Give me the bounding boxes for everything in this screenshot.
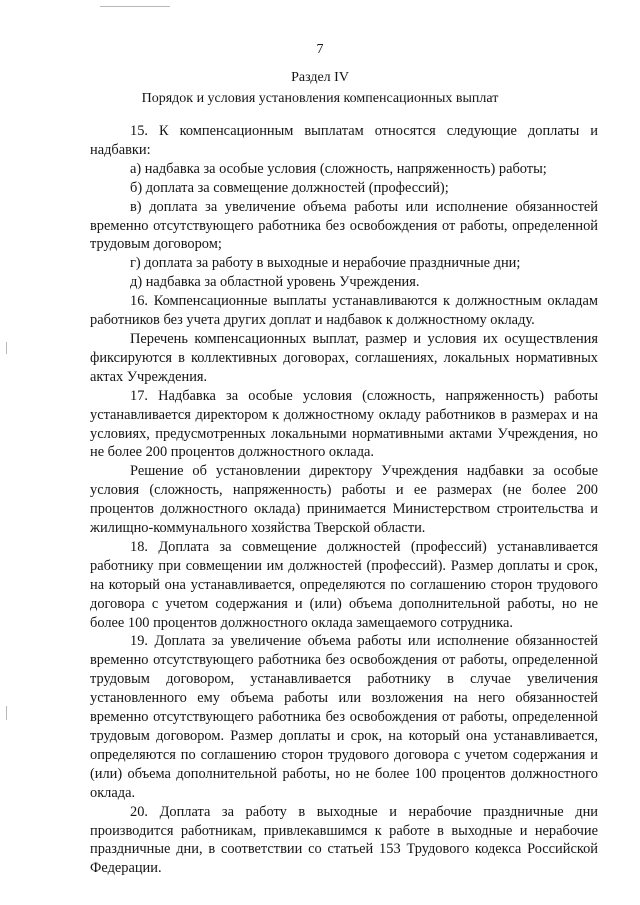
paragraph-19: 19. Доплата за увеличение объема работы или исполнение обязанностей временно отсутствующего работника без освобождения от работы, определенной трудовым договором, устанавливается работнику в случае увеличения установленного ему объема работы или возложения на него обязанностей временно отсутствующего работника без освобождения от работы, определенной трудовым договором. Размер доплаты и срок, на который она устанавливается, определяются по соглашению сторон трудового договора с учетом содержания и (или) объема дополнительной работы, но не более 100 процентов должностного оклада. (90, 633, 598, 801)
scan-artifact-top (100, 6, 170, 7)
paragraph-15: 15. К компенсационным выплатам относятся следующие доплаты и надбавки: (90, 123, 598, 158)
list-item-b: б) доплата за совмещение должностей (профессий); (130, 179, 449, 196)
paragraph-20: 20. Доплата за работу в выходные и нерабочие праздничные дни производится работникам, привлекавшимся к работе в выходные и нерабочие праздничные дни, в соответствии со статьей 153 Трудового кодекса Российской Федерации. (90, 803, 598, 877)
section-heading: Раздел IV (291, 70, 349, 85)
scan-artifact-left-2 (6, 706, 7, 720)
list-item-g: г) доплата за работу в выходные и нерабочие праздничные дни; (130, 255, 521, 272)
list-item-v: в) доплата за увеличение объема работы или исполнение обязанностей временно отсутствующего работника без освобождения от работы, определенной трудовым договором; (90, 198, 598, 253)
paragraph-17: 17. Надбавка за особые условия (сложность, напряженность) работы устанавливается директором к должностному окладу работников в размерах и на условиях, предусмотренных локальными нормативными актами Учреждения, но не более 200 процентов должностного оклада. (90, 387, 598, 461)
paragraph-17-decision: Решение об установлении директору Учреждения надбавки за особые условия (сложность, напряженность) работы и ее размерах (не более 200 процентов должностного оклада) принимается Министерством строительства и жилищно-коммунального хозяйства Тверской области. (90, 463, 598, 537)
document-body (90, 122, 598, 878)
list-item-a: а) надбавка за особые условия (сложность, напряженность) работы; (130, 160, 547, 177)
scan-artifact-left (6, 342, 7, 354)
paragraph-18: 18. Доплата за совмещение должностей (профессий) устанавливается работнику при совмещении им должностей (профессий). Размер доплаты и срок, на который она устанавливается, определяются по соглашению сторон трудового договора с учетом содержания и (или) объема дополнительной работы, но не более 100 процентов должностного оклада замещаемого сотрудника. (90, 538, 598, 631)
page-number: 7 (316, 42, 324, 57)
paragraph-16-list: Перечень компенсационных выплат, размер и условия их осуществления фиксируются в коллективных договорах, соглашениях, локальных нормативных актах Учреждения. (90, 330, 598, 385)
paragraph-16: 16. Компенсационные выплаты устанавливаются к должностным окладам работников без учета других доплат и надбавок к должностному окладу. (90, 293, 598, 329)
list-item-d: д) надбавка за областной уровень Учреждения. (130, 274, 420, 291)
section-title: Порядок и условия установления компенсационных выплат (141, 91, 499, 106)
